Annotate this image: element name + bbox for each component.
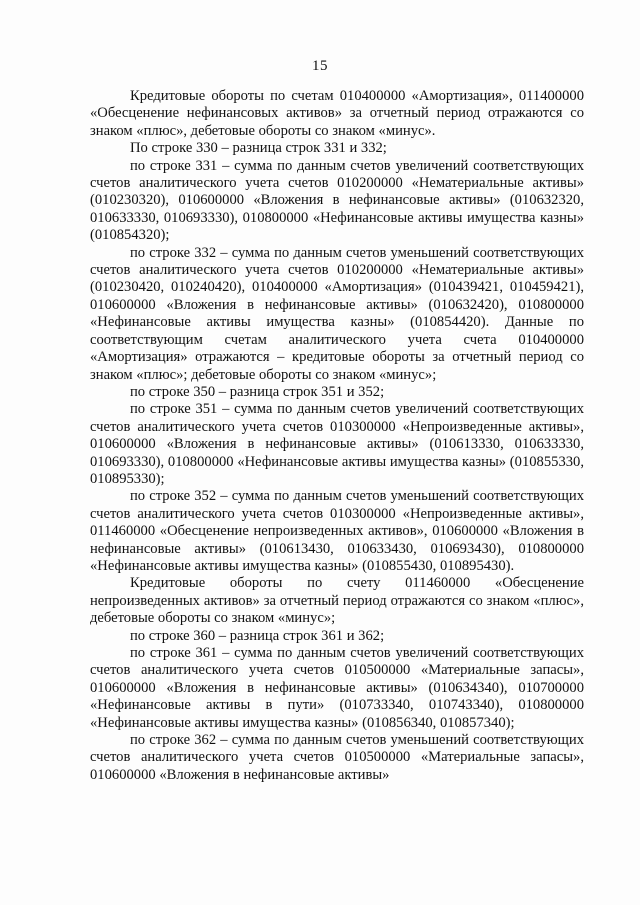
paragraph-line-352: по строке 352 – сумма по данным счетов уменьшений соответствующих счетов аналитического учета счетов 010300000 «Непроизведенные активы», 011460000 «Обесценение непроизведенных активов», 010600000 «Вложения в нефинансовые активы» (010613430, 010633430, 010693430), 010800000 «Нефинансовые активы имущества казны» (010855430, 010895430). bbox=[90, 488, 584, 574]
paragraph-amortization-credit: Кредитовые обороты по счетам 010400000 «Амортизация», 011400000 «Обесценение нефинансовых активов» за отчетный период отражаются со знаком «плюс», дебетовые обороты со знаком «минус». bbox=[90, 88, 584, 139]
paragraph-line-331: по строке 331 – сумма по данным счетов увеличений соответствующих счетов аналитического учета счетов 010200000 «Нематериальные активы» (010230320), 010600000 «Вложения в нефинансовые активы» (010632320, 010633330, 010693330), 010800000 «Нефинансовые активы имущества казны» (010854320); bbox=[90, 157, 584, 244]
paragraph-line-351: по строке 351 – сумма по данным счетов увеличений соответствующих счетов аналитического учета счетов 010300000 «Непроизведенные активы», 010600000 «Вложения в нефинансовые активы» (010613330, 010633330, 010693330), 010800000 «Нефинансовые активы имущества казны» (010855330, 010895330); bbox=[90, 401, 584, 487]
page-number: 15 bbox=[312, 58, 328, 74]
paragraph-line-332: по строке 332 – сумма по данным счетов уменьшений соответствующих счетов аналитического учета счетов 010200000 «Нематериальные активы» (010230420, 010240420), 010400000 «Амортизация» (010439421, 010459421), 010600000 «Вложения в нефинансовые активы» (010632420), 010800000 «Нефинансовые активы имущества казны» (010854420). Данные по соответствующим счетам аналитического учета счета 010400000 «Амортизация» отражаются – кредитовые обороты за отчетный период со знаком «плюс»; дебетовые обороты со знаком «минус»; bbox=[90, 244, 584, 383]
paragraph-line-362: по строке 362 – сумма по данным счетов уменьшений соответствующих счетов аналитического учета счетов 010500000 «Материальные запасы», 010600000 «Вложения в нефинансовые активы» bbox=[90, 732, 584, 783]
paragraph-line-350: по строке 350 – разница строк 351 и 352; bbox=[130, 383, 385, 400]
paragraph-line-360: по строке 360 – разница строк 361 и 362; bbox=[130, 627, 385, 644]
paragraph-impairment-credit: Кредитовые обороты по счету 011460000 «Обесценение непроизведенных активов» за отчетный период отражаются со знаком «плюс», дебетовые обороты со знаком «минус»; bbox=[90, 575, 584, 627]
paragraph-line-361: по строке 361 – сумма по данным счетов увеличений соответствующих счетов аналитического учета счетов 010500000 «Материальные запасы», 010600000 «Вложения в нефинансовые активы» (010634340), 010700000 «Нефинансовые активы в пути» (010733340, 010743340), 010800000 «Нефинансовые активы имущества казны» (010856340, 010857340); bbox=[90, 645, 584, 731]
document-body bbox=[90, 88, 584, 784]
paragraph-line-330: По строке 330 – разница строк 331 и 332; bbox=[130, 140, 387, 157]
